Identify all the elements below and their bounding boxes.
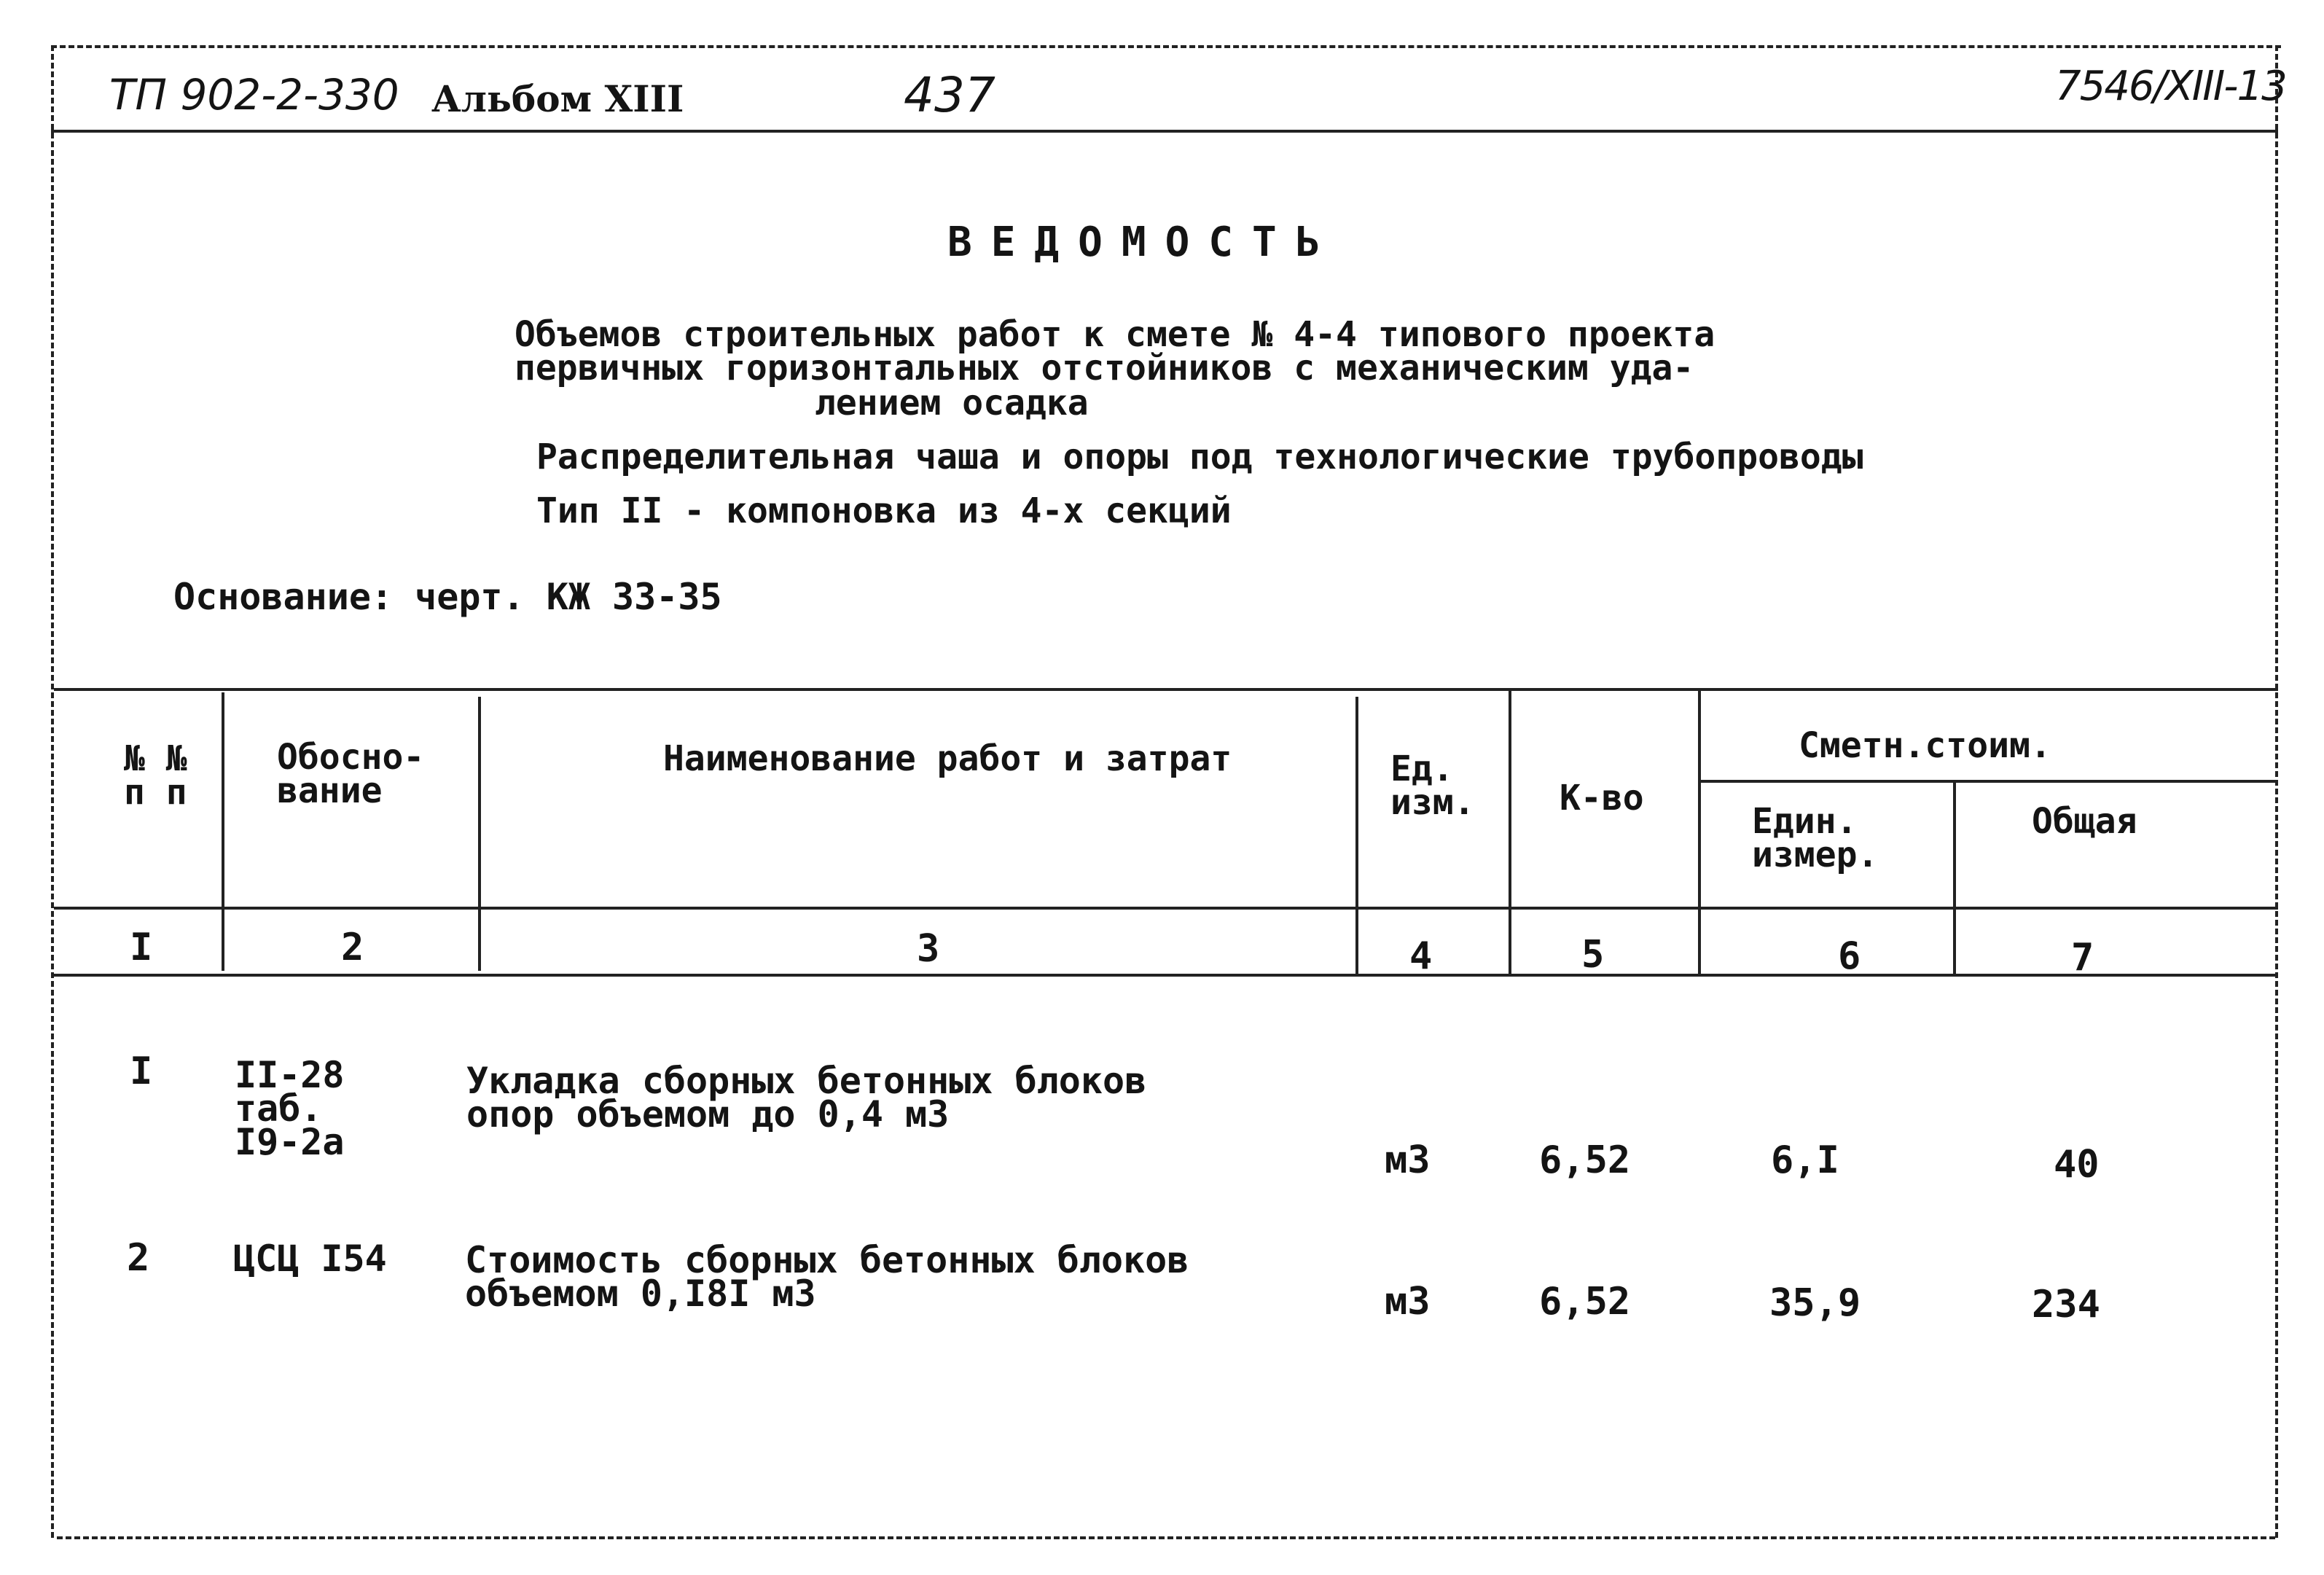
- frame-top-border: [51, 45, 2281, 48]
- column-number-3: 3: [917, 927, 940, 971]
- column-number-4: 4: [1409, 934, 1433, 978]
- header-bottom-rule: [54, 907, 2278, 910]
- page-number: 437: [904, 67, 995, 123]
- header-unit-line-2: изм.: [1390, 782, 1475, 823]
- inventory-number: 7546/XIII-13: [2055, 63, 2286, 110]
- row-qty: 6,52: [1539, 1280, 1631, 1324]
- header-cost-group: Сметн.стоим.: [1799, 725, 2051, 766]
- header-divider: [51, 130, 2278, 133]
- row-num: 2: [127, 1236, 150, 1280]
- header-num-line-1: № №: [124, 738, 187, 779]
- row-num: I: [130, 1050, 153, 1093]
- header-basis-line-2: вание: [277, 770, 383, 811]
- row-unit-cost: 6,I: [1771, 1138, 1839, 1182]
- column-divider-4: [1509, 688, 1511, 974]
- row-total: 40: [2054, 1143, 2100, 1187]
- header-num-line-2: п п: [124, 772, 187, 813]
- column-divider-1: [222, 692, 224, 971]
- row-unit: м3: [1385, 1138, 1431, 1182]
- document-title: ВЕДОМОСТЬ: [947, 219, 1339, 266]
- frame-bottom-border: [57, 1536, 2275, 1539]
- object-name: Распределительная чаша и опоры под технологические трубопроводы: [536, 437, 1863, 477]
- row-name-line-1: Стоимость сборных бетонных блоков: [465, 1239, 1189, 1281]
- header-name: Наименование работ и затрат: [663, 738, 1232, 779]
- column-number-5: 5: [1581, 933, 1605, 977]
- row-qty: 6,52: [1539, 1138, 1631, 1182]
- column-divider-5: [1698, 688, 1701, 974]
- column-number-6: 6: [1838, 934, 1861, 978]
- header-qty: К-во: [1560, 778, 1644, 818]
- row-unit-cost: 35,9: [1769, 1281, 1861, 1325]
- column-number-2: 2: [341, 926, 364, 969]
- row-basis-line-2: таб.: [235, 1087, 323, 1130]
- basis-reference: Основание: черт. КЖ 33-35: [173, 576, 722, 618]
- column-number-1: I: [130, 926, 153, 969]
- row-name-line-2: опор объемом до 0,4 м3: [466, 1093, 950, 1136]
- row-basis-line-1: II-28: [235, 1054, 345, 1096]
- header-cost-unit-line-1: Един.: [1752, 801, 1858, 842]
- header-unit-line-1: Ед.: [1390, 749, 1454, 789]
- frame-left-border: [51, 45, 54, 1538]
- column-numbers-rule: [54, 974, 2278, 977]
- project-code: ТП 902-2-330: [109, 70, 399, 120]
- subtitle-line-2: первичных горизонтальных отстойников с механическим уда-: [515, 348, 1694, 388]
- row-basis-line-1: ЦСЦ I54: [233, 1238, 387, 1280]
- column-divider-3: [1355, 697, 1358, 974]
- column-divider-2: [478, 697, 481, 971]
- header-basis-line-1: Обосно-: [277, 737, 425, 778]
- header-cost-total: Общая: [2032, 801, 2137, 842]
- row-basis-line-3: I9-2а: [235, 1121, 345, 1163]
- subtitle-line-1: Объемов строительных работ к смете № 4-4 типового проекта: [515, 314, 1715, 355]
- row-total: 234: [2032, 1283, 2100, 1326]
- cost-group-rule: [1701, 780, 2278, 783]
- object-type: Тип II - компоновка из 4-х секций: [536, 491, 1232, 531]
- table-top-rule: [54, 688, 2278, 691]
- row-name-line-1: Укладка сборных бетонных блоков: [466, 1060, 1147, 1102]
- column-number-7: 7: [2071, 936, 2094, 980]
- album-label: Альбом XIII: [431, 77, 684, 120]
- subtitle-line-3: лением осадка: [815, 383, 1089, 423]
- frame-right-border: [2275, 45, 2278, 1538]
- row-unit: м3: [1385, 1280, 1431, 1324]
- row-name-line-2: объемом 0,I8I м3: [465, 1273, 816, 1315]
- column-divider-6: [1953, 781, 1956, 974]
- header-cost-unit-line-2: измер.: [1752, 835, 1879, 875]
